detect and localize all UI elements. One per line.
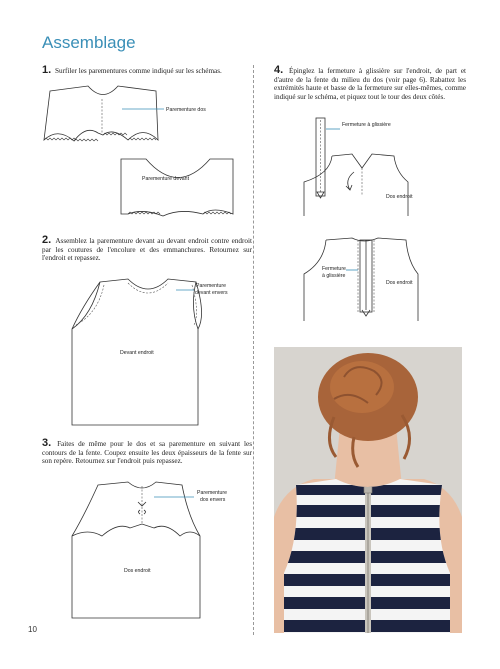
label-parementure-devant-envers-2: devant envers [195, 290, 228, 296]
step-number: 4. [274, 64, 284, 76]
step-text: Surfiler les parementures comme indiqué sur les schémas. [54, 67, 222, 75]
step-number: 2. [42, 234, 52, 246]
step-text: Assemblez la parementure devant au devant endroit contre endroit par les coutures de l'encolure et des emmanchures. Retournez sur l'endroit et repassez. [42, 237, 252, 263]
step-4 [274, 66, 466, 101]
label-parementure-dos-envers-2: dos envers [200, 497, 226, 503]
figure-devant-endroit [70, 277, 240, 427]
figure-zip-pinning [296, 116, 436, 216]
label-dos-endroit: Dos endroit [124, 568, 151, 574]
page-number: 10 [28, 625, 37, 634]
label-devant-endroit: Devant endroit [120, 350, 154, 356]
step-number: 3. [42, 437, 52, 449]
label-parementure-dos: Parementure dos [166, 107, 206, 113]
photo-back-zip [274, 347, 462, 633]
label-fermeture-2: à glissière [322, 273, 346, 279]
figure-dos-endroit [70, 480, 240, 620]
label-dos-endroit-3: Dos endroit [386, 280, 413, 286]
step-text: Épinglez la fermeture à glissière sur l'endroit, de part et d'autre de la fente du milieu du dos (voir page 6). Rabattez les extrémités haute et basse de la fermeture sur elles-mêmes, comme indiqué sur le schéma, et piquez tout le tour des deux côtés. [274, 67, 467, 101]
label-parementure-devant-envers-1: Parementure [196, 283, 226, 289]
figure-parementure-devant [118, 156, 238, 221]
step-2 [42, 236, 252, 263]
label-fermeture-1: Fermeture [322, 266, 346, 272]
label-parementure-devant: Parementure devant [142, 176, 190, 182]
step-number: 1. [42, 64, 52, 76]
column-divider [253, 65, 254, 635]
step-text: Faites de même pour le dos et sa parementure en suivant les contours de la fente. Coupez ensuite les deux épaisseurs de la fente sur son repère. Retournez sur l'endroit puis repassez. [42, 440, 253, 466]
label-fermeture-a-glissiere: Fermeture à glissière [342, 122, 391, 128]
figure-zip-sewn [300, 236, 440, 321]
step-3 [42, 439, 252, 466]
label-dos-endroit-2: Dos endroit [386, 194, 413, 200]
page-title: Assemblage [42, 33, 136, 52]
step-1 [42, 66, 247, 76]
figure-parementure-dos [38, 85, 206, 150]
label-parementure-dos-envers-1: Parementure [197, 490, 227, 496]
